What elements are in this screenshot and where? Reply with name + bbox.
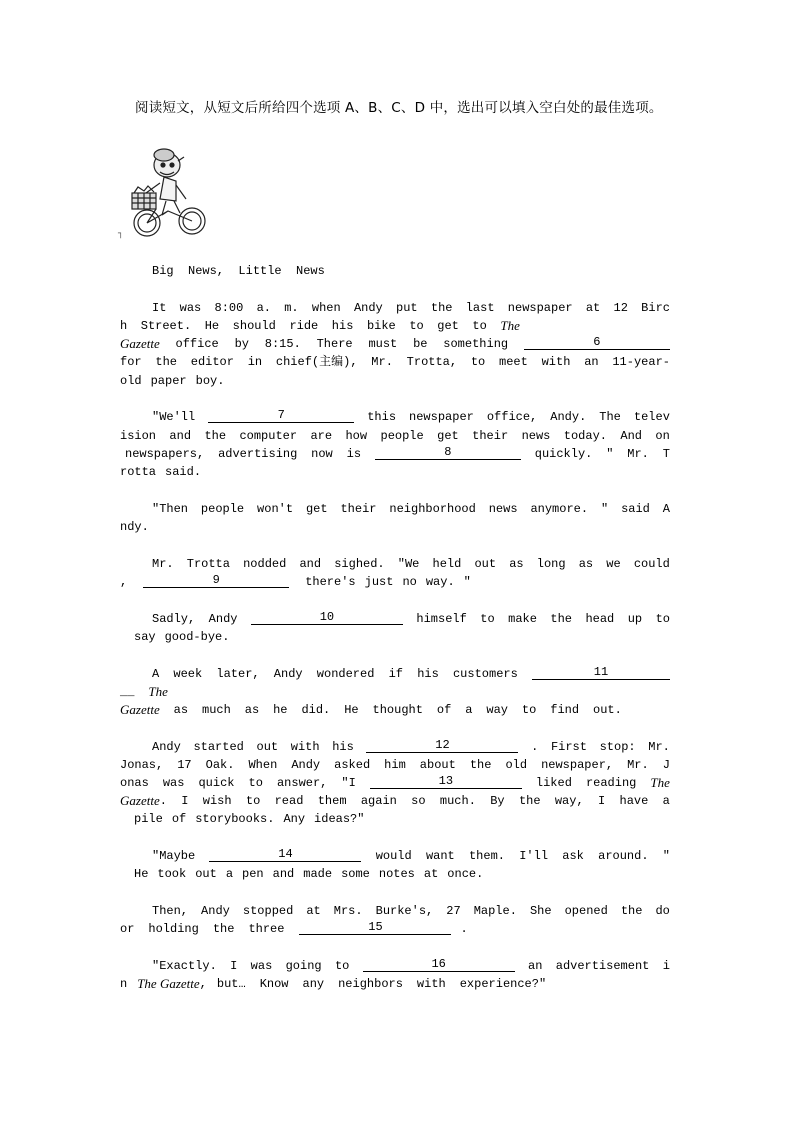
passage — [120, 262, 670, 994]
paragraph-2-line-1 — [120, 408, 670, 426]
paragraph-4-line-1 — [120, 555, 670, 573]
word: I'll — [519, 849, 549, 864]
gazette-italic: The — [148, 683, 168, 699]
word: at — [423, 867, 439, 882]
word: just — [364, 574, 394, 589]
word: computer — [239, 428, 298, 443]
word: any — [302, 977, 325, 992]
paragraph-8-line-2 — [120, 865, 670, 883]
word: "I — [341, 776, 356, 791]
word: Mr. — [627, 446, 649, 461]
word: anymore. — [530, 501, 589, 516]
word: . — [531, 739, 539, 754]
word: he — [273, 702, 288, 717]
word: started — [193, 739, 244, 754]
word: head — [585, 611, 615, 626]
word: a — [662, 794, 670, 809]
word: Andy — [291, 757, 321, 772]
word: is — [346, 446, 362, 461]
word: " — [662, 849, 670, 864]
blank-13[interactable]: 13 — [370, 774, 522, 789]
word: in — [247, 355, 263, 370]
word: ideas?" — [314, 812, 365, 827]
word: thought — [372, 702, 423, 717]
paragraph-4-line-2 — [120, 573, 670, 591]
corner-mark: ┐ — [118, 229, 124, 239]
passage-title — [120, 262, 670, 280]
word: Andy. — [550, 410, 587, 425]
word: around. — [598, 849, 649, 864]
word: " — [463, 574, 471, 589]
paragraph-10-line-2 — [120, 975, 670, 993]
word: Mr. — [152, 556, 174, 571]
word: "Then — [152, 501, 189, 516]
word: And — [620, 428, 643, 443]
word: Know — [259, 977, 289, 992]
word: going — [285, 959, 322, 974]
word: people — [380, 428, 424, 443]
boy-riding-bicycle-icon — [120, 143, 220, 243]
word: to — [472, 318, 487, 333]
word: A — [662, 501, 670, 516]
word: storybooks. — [195, 812, 275, 827]
word: of — [171, 812, 187, 827]
word: Andy — [353, 300, 383, 315]
word: the — [155, 355, 177, 370]
word: make — [508, 611, 537, 626]
word: up — [627, 611, 643, 626]
word: with — [416, 977, 446, 992]
paragraph-3-line-2 — [120, 518, 670, 536]
word: won't — [257, 501, 294, 516]
word: way. — [425, 574, 455, 589]
word: ndy. — [120, 519, 149, 534]
word: the — [469, 757, 492, 772]
word: neighborhood — [389, 501, 476, 516]
word: She — [529, 904, 552, 919]
word: as — [244, 702, 260, 717]
word: their — [340, 501, 377, 516]
word: a — [465, 702, 473, 717]
word: holding — [148, 922, 199, 937]
word: 17 — [177, 757, 192, 772]
word: some — [341, 867, 370, 882]
word: want — [425, 849, 455, 864]
word: stopped — [242, 904, 294, 919]
word: the — [518, 794, 541, 809]
word: out. — [593, 702, 622, 717]
word: notes — [378, 867, 415, 882]
word: old — [505, 757, 528, 772]
paragraph-2-line-2 — [120, 427, 670, 445]
word: T — [662, 446, 670, 461]
word: . — [460, 922, 468, 937]
word: Andy — [208, 611, 238, 626]
word: long — [536, 556, 566, 571]
word: find — [550, 702, 580, 717]
word: 12 — [613, 300, 628, 315]
word: "We'll — [152, 410, 196, 425]
word: there's — [305, 574, 356, 589]
word: He — [134, 867, 149, 882]
word: do — [655, 904, 670, 919]
word: sighed. — [334, 556, 385, 571]
word: Andy — [201, 904, 230, 919]
paragraph-2-line-4 — [120, 463, 670, 481]
gazette-italic: Gazette — [120, 336, 160, 352]
word: He — [344, 702, 359, 717]
gazette-italic: Gazette — [120, 701, 160, 717]
word: said — [621, 501, 650, 516]
word: wish — [202, 794, 232, 809]
word: newspapers, — [125, 446, 205, 461]
word: meet — [499, 355, 528, 370]
word: to — [655, 611, 670, 626]
word: out — [474, 556, 497, 571]
word: again — [360, 794, 397, 809]
word: the — [430, 300, 453, 315]
word: held — [432, 556, 462, 571]
word: to — [480, 611, 495, 626]
word: stop: — [599, 739, 636, 754]
word: on — [655, 428, 670, 443]
word: Mr. — [648, 739, 670, 754]
word: to — [245, 794, 261, 809]
word: neighbors — [338, 977, 403, 992]
word: ask — [562, 849, 584, 864]
word: must — [368, 337, 398, 352]
word: m. — [284, 300, 299, 315]
word: how — [345, 428, 368, 443]
word: office, — [486, 410, 538, 425]
word: Mr. — [627, 757, 649, 772]
word: when — [311, 300, 341, 315]
word: his — [417, 666, 439, 681]
paragraph-5-line-2 — [120, 628, 670, 646]
word: week — [173, 666, 203, 681]
word: advertisement — [555, 959, 650, 974]
word: are — [310, 428, 333, 443]
word: get — [305, 501, 328, 516]
word: put — [396, 300, 418, 315]
word: Maple. — [473, 904, 517, 919]
word: 11-year- — [612, 355, 670, 370]
word: First — [550, 739, 587, 754]
word: was — [250, 959, 273, 974]
word: so — [411, 794, 426, 809]
word: Trotta, — [406, 355, 458, 370]
word: to — [334, 959, 350, 974]
word: way — [486, 702, 508, 717]
word: When — [248, 757, 278, 772]
paragraph-5-line-1 — [120, 610, 670, 628]
word: " — [600, 501, 609, 516]
paragraph-9-line-2 — [120, 920, 670, 938]
paragraph-7-line-2 — [120, 756, 670, 774]
gazette-italic: Gazette — [120, 793, 160, 809]
word: Andy — [273, 666, 303, 681]
word: newspaper — [409, 410, 474, 425]
word: news — [521, 428, 551, 443]
blank-11[interactable]: 11 — [532, 665, 670, 680]
word: Mr. — [371, 355, 393, 370]
word: much. — [439, 794, 476, 809]
word: pile — [134, 812, 163, 827]
word: the — [550, 611, 572, 626]
word: newspaper — [507, 300, 573, 315]
word: out — [256, 739, 279, 754]
word: we — [606, 556, 621, 571]
word: at — [585, 300, 601, 315]
word: him — [384, 757, 406, 772]
paragraph-10-line-1 — [120, 957, 670, 975]
word: as — [509, 556, 524, 571]
word: nodded — [243, 556, 287, 571]
word: as — [578, 556, 594, 571]
paragraph-7-line-3 — [120, 774, 670, 792]
blank-12[interactable]: 12 — [366, 738, 518, 753]
word: himself — [416, 611, 467, 626]
word: Andy — [152, 739, 181, 754]
word: onas — [120, 776, 149, 791]
word: no — [402, 574, 417, 589]
word: "We — [397, 556, 420, 571]
word: once. — [447, 867, 484, 882]
word: an — [528, 959, 543, 974]
word: h — [120, 318, 128, 333]
paragraph-6-line-1 — [120, 665, 670, 683]
word: Burke's, — [375, 904, 434, 919]
word: A — [152, 666, 160, 681]
word: get — [437, 318, 459, 333]
word: Jonas, — [120, 757, 164, 772]
blank-15[interactable]: 15 — [299, 920, 451, 935]
word: 27 — [446, 904, 461, 919]
word: He — [204, 318, 220, 333]
word: customers — [452, 666, 518, 681]
paragraph-1-line-5 — [120, 372, 670, 390]
word: if — [388, 666, 403, 681]
word: wondered — [316, 666, 375, 681]
word: was — [162, 776, 185, 791]
word: an — [584, 355, 599, 370]
word: their — [472, 428, 509, 443]
word: about — [419, 757, 456, 772]
word: should — [232, 318, 276, 333]
word: them — [317, 794, 347, 809]
word: Birc — [641, 300, 670, 315]
word: quickly. — [534, 446, 593, 461]
paragraph-9-line-1 — [120, 902, 670, 920]
word: to — [470, 355, 486, 370]
title-text: Big News, Little News — [152, 264, 325, 278]
word: chief(主编), — [275, 355, 358, 370]
word: good-bye. — [164, 629, 230, 644]
word: way, — [554, 794, 584, 809]
word: Trotta — [186, 556, 230, 571]
word: bike — [366, 318, 396, 333]
word: news — [488, 501, 518, 516]
word: the — [204, 428, 227, 443]
word: quick — [198, 776, 235, 791]
word: J — [662, 757, 670, 772]
word: Sadly, — [152, 611, 196, 626]
paragraph-1-line-1 — [120, 299, 670, 317]
word: as — [173, 702, 189, 717]
word: editor — [190, 355, 234, 370]
word: It — [152, 300, 167, 315]
word: telev — [633, 410, 670, 425]
word: , — [120, 574, 128, 589]
word: Then, — [152, 904, 189, 919]
word: people — [200, 501, 245, 516]
paragraph-6-line-2 — [120, 683, 670, 701]
paragraph-1-line-4 — [120, 353, 670, 371]
word: Street. — [140, 318, 192, 333]
word: out — [195, 867, 217, 882]
word: I — [181, 794, 189, 809]
word: liked — [535, 776, 572, 791]
paragraph-7-line-5 — [120, 810, 670, 828]
word: the — [620, 904, 643, 919]
word: could — [633, 556, 670, 571]
word: with — [290, 739, 320, 754]
word: his — [331, 318, 354, 333]
word: said. — [165, 464, 202, 479]
word: 8:00 — [214, 300, 244, 315]
word: I — [230, 959, 238, 974]
paragraph-7-line-1 — [120, 738, 670, 756]
word: something — [443, 337, 509, 352]
blank-16[interactable]: 16 — [363, 957, 515, 972]
word: to — [521, 702, 537, 717]
word: advertising — [218, 446, 298, 461]
word: would — [375, 849, 412, 864]
word: to — [248, 776, 263, 791]
word: but… — [216, 977, 246, 992]
paragraph-1-line-2 — [120, 317, 520, 335]
word: n — [120, 977, 128, 992]
paragraph-6-line-3 — [120, 701, 622, 719]
word: __ — [120, 684, 135, 699]
blank-8[interactable]: 8 — [375, 445, 521, 460]
word: now — [311, 446, 333, 461]
paragraph-2-line-3 — [120, 445, 670, 463]
word: boy. — [195, 373, 225, 388]
word: did. — [301, 702, 331, 717]
word: By — [490, 794, 505, 809]
word: rotta — [120, 464, 157, 479]
word: or — [120, 922, 135, 937]
blank-6[interactable]: 6 — [524, 335, 670, 350]
word: his — [332, 739, 354, 754]
word: was — [179, 300, 202, 315]
word: newspaper, — [541, 757, 614, 772]
word: made — [303, 867, 333, 882]
word: by — [234, 337, 249, 352]
word: and — [169, 428, 192, 443]
word: ision — [120, 428, 157, 443]
word: the — [212, 922, 235, 937]
word: , — [199, 977, 207, 992]
word: answer, — [276, 776, 328, 791]
word: Mrs. — [333, 904, 363, 919]
paragraph-8-line-1 — [120, 847, 670, 865]
word: " — [606, 446, 614, 461]
word: at — [306, 904, 321, 919]
word: say — [134, 629, 156, 644]
gazette-italic: The Gazette — [137, 976, 200, 992]
word: to — [409, 318, 424, 333]
word: pen — [242, 867, 264, 882]
word: ride — [289, 318, 319, 333]
word: I — [597, 794, 606, 809]
word: "Maybe — [152, 849, 196, 864]
word: three — [248, 922, 285, 937]
word: them. — [468, 849, 505, 864]
word: much — [202, 702, 231, 717]
blank-14[interactable]: 14 — [209, 847, 361, 862]
word: opened — [564, 904, 608, 919]
word: have — [619, 794, 649, 809]
blank-10[interactable]: 10 — [251, 610, 403, 625]
word: today. — [563, 428, 607, 443]
word: 8:15. — [264, 337, 301, 352]
word: The — [599, 410, 621, 425]
word: for — [120, 355, 142, 370]
word: Any — [283, 812, 306, 827]
word: There — [316, 337, 353, 352]
paragraph-7-line-4 — [120, 792, 670, 810]
word: get — [437, 428, 459, 443]
word: paper — [150, 373, 187, 388]
word: asked — [334, 757, 371, 772]
instruction-text: 阅读短文，从短文后所给四个选项 A、B、C、D 中，选出可以填入空白处的最佳选项。 — [135, 100, 663, 116]
blank-9[interactable]: 9 — [143, 573, 289, 588]
word: experience?" — [459, 977, 547, 992]
word: read — [274, 794, 304, 809]
word: be — [413, 337, 428, 352]
word: Oak. — [205, 757, 235, 772]
word: of — [436, 702, 452, 717]
word: took — [157, 867, 187, 882]
word: . — [159, 794, 167, 809]
word: and — [272, 867, 295, 882]
word: a. — [256, 300, 271, 315]
word: with — [541, 355, 571, 370]
word: last — [465, 300, 495, 315]
word: old — [120, 373, 142, 388]
word: reading — [585, 776, 637, 791]
paragraph-3-line-1 — [120, 500, 670, 518]
word: i — [662, 959, 670, 974]
word: office — [175, 337, 219, 352]
word: "Exactly. — [152, 959, 217, 974]
gazette-italic: The — [650, 775, 670, 791]
word: later, — [216, 666, 260, 681]
paragraph-1-line-3 — [120, 335, 670, 353]
word: and — [299, 556, 322, 571]
word: this — [367, 410, 397, 425]
blank-7[interactable]: 7 — [208, 408, 354, 423]
word: a — [225, 867, 234, 882]
gazette-italic: The — [500, 317, 520, 333]
